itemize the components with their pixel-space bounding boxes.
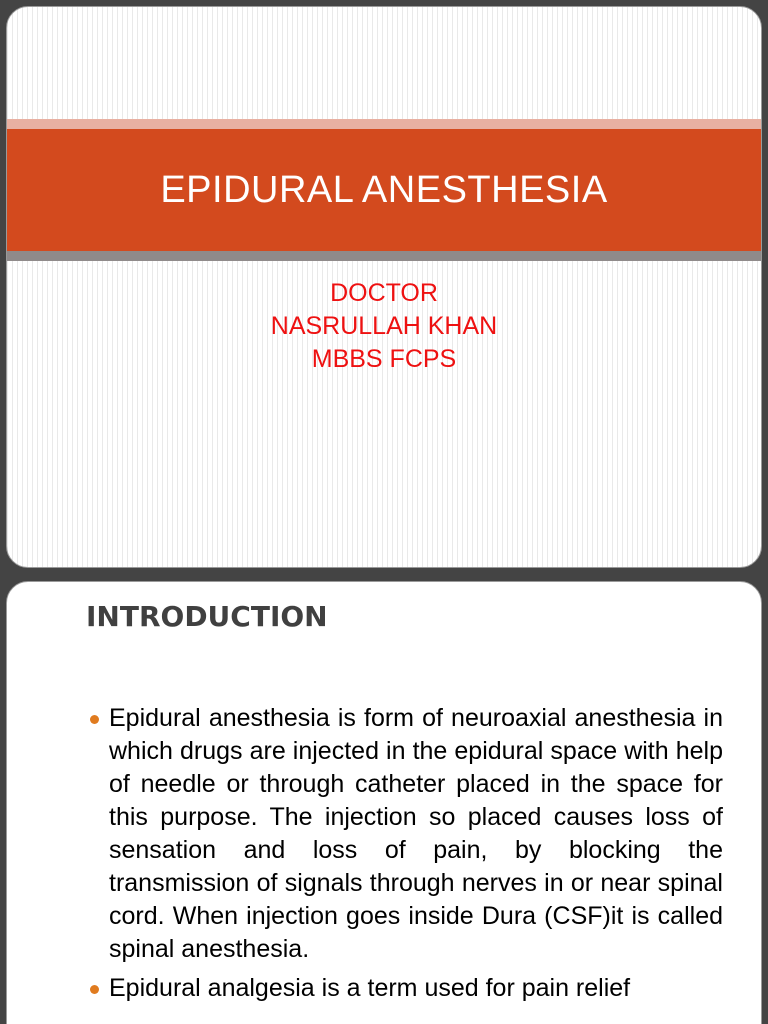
bullet-item [87, 972, 723, 1005]
slide-heading: INTRODUCTION [86, 600, 328, 633]
introduction-slide [6, 581, 762, 1024]
title-bar [7, 129, 761, 251]
title-slide [6, 6, 762, 568]
author-line: MBBS FCPS [311, 345, 457, 373]
bullet-icon [90, 715, 99, 724]
slide-title: EPIDURAL ANESTHESIA [160, 168, 608, 211]
bullet-list [87, 702, 723, 1011]
accent-strip-top [7, 119, 761, 129]
author-line: NASRULLAH KHAN [270, 312, 498, 340]
bullet-text: Epidural anesthesia is form of neuroaxial anesthesia in which drugs are injected in the epidural space with help of needle or through catheter placed in the space for this purpose. The injection so placed causes loss of sensation and loss of pain, by blocking the transmission of signals through nerves in or near spinal cord. When injection goes inside Dura (CSF)it is called spinal anesthesia. [109, 704, 723, 963]
accent-strip-bottom [7, 251, 761, 261]
bullet-item [87, 702, 723, 966]
bullet-icon [90, 985, 99, 994]
author-line: DOCTOR [330, 279, 438, 307]
author-block [7, 277, 761, 376]
bullet-text: Epidural analgesia is a term used for pain relief [109, 974, 631, 1002]
